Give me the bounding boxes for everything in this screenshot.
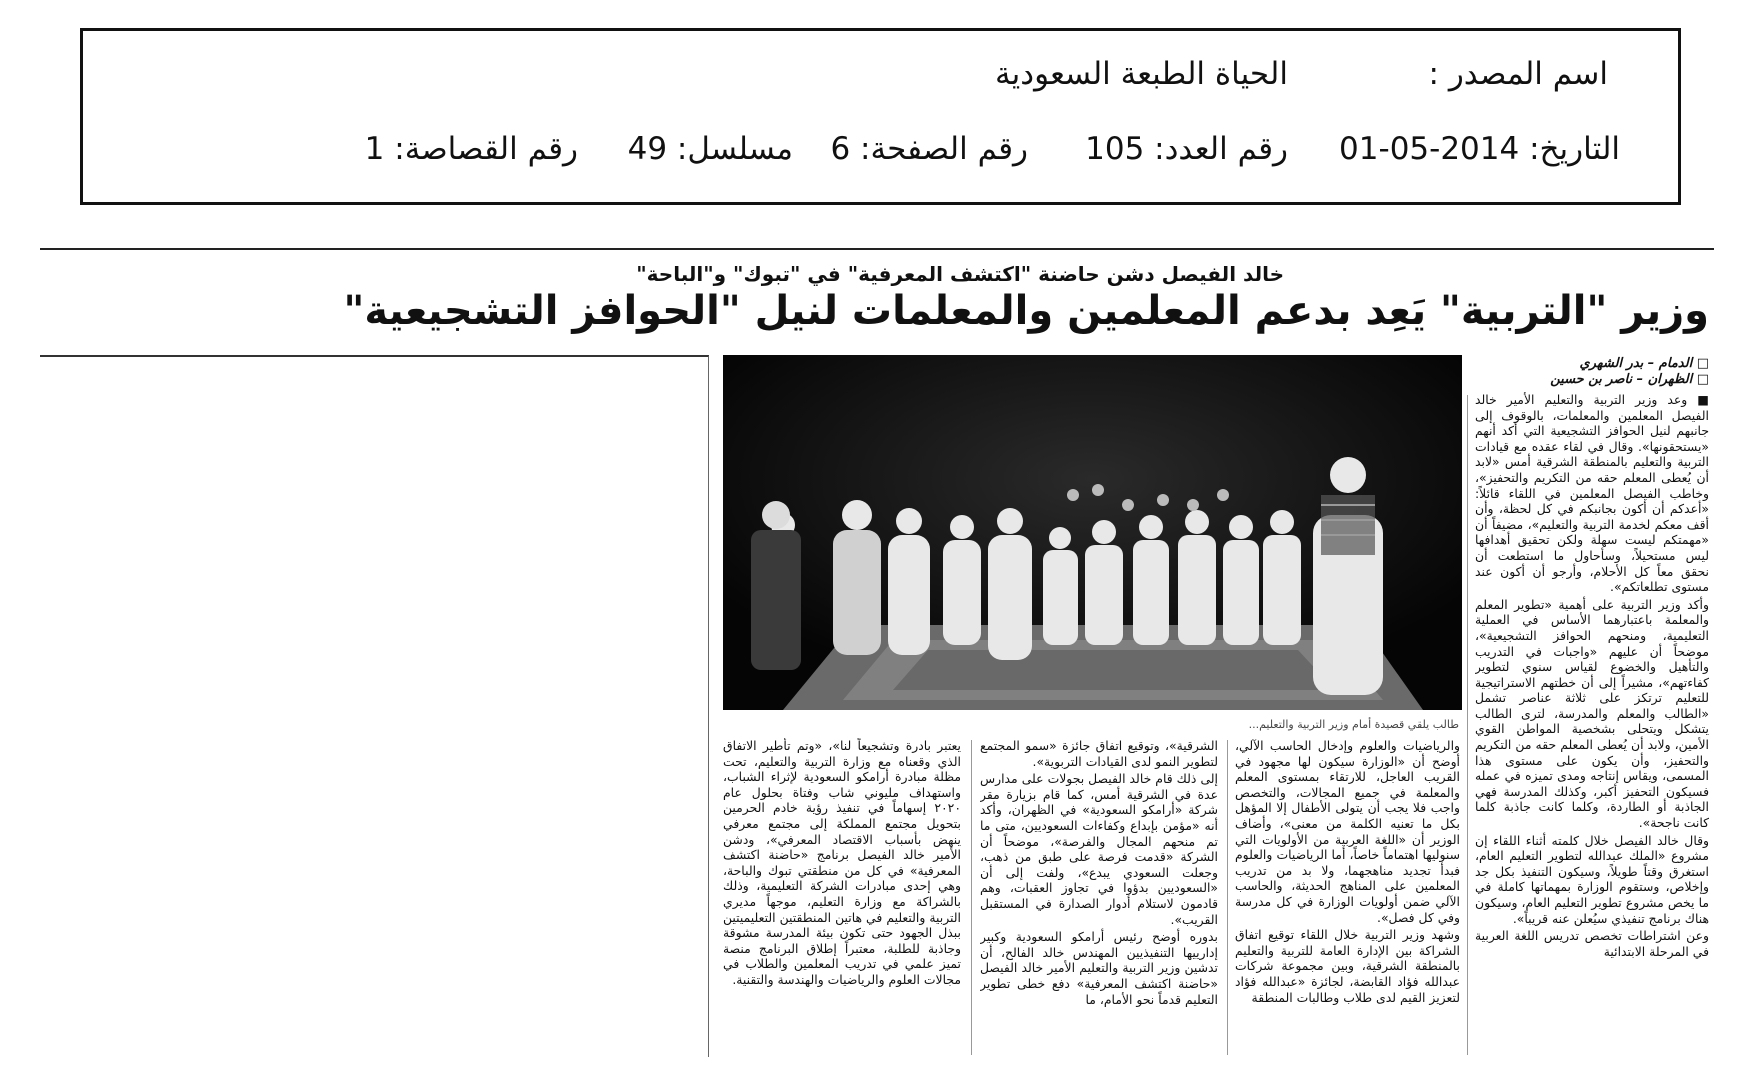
article-column-1	[1475, 392, 1709, 1057]
blank-area	[40, 355, 709, 1057]
article-paragraph: بدوره أوضح رئيس أرامكو السعودية وكبير إدارييها التنفيذيين المهندس خالد الفالح، أن تدشين وزير التربية والتعليم الأمير خالد الفيصل «حاضنة اكتشف المعرفية» دفع خطى تطوير التعليم قدماً نحو الأمام، ما	[980, 929, 1218, 1007]
page-label: رقم الصفحة: 6	[830, 131, 1028, 167]
date-label: التاريخ: 2014-05-01	[1339, 131, 1620, 167]
article-headline: وزير "التربية" يَعِد بدعم المعلمين والمعلمات لنيل "الحوافز التشجيعية"	[343, 288, 1709, 334]
source-info-box	[80, 28, 1681, 205]
source-name: الحياة الطبعة السعودية	[995, 56, 1288, 92]
column-divider	[1467, 395, 1468, 1055]
article-paragraph: إلى ذلك قام خالد الفيصل بجولات على مدارس عدة في الشرقية أمس، كما قام بزيارة مقر شركة «أرامكو السعودية» في الظهران، وأكد أنه «مؤمن بإبداع وكفاءات السعوديين، متى ما تم منحهم المجال والفرصة»، موضحاً أن الشركة «قدمت فرصة على طبق من ذهب، وجعلت السعودي يبدع»، ولفت إلى أن «السعوديين بدؤوا في تجاوز العقبات، وهم قادمون لاستلام أدوار الصدارة في المستقبل القريب».	[980, 771, 1218, 927]
source-label: اسم المصدر :	[1428, 56, 1608, 92]
clipping-top-rule	[40, 248, 1714, 250]
byline-dhahran: □ الظهران – ناصر بن حسين	[1550, 372, 1709, 387]
article-paragraph: وأكد وزير التربية على أهمية «تطوير المعلم والمعلمة باعتبارهما الأساس في العملية التعليمية، ومنحهم الحوافز التشجيعية»، موضحاً أن عليهم «واجبات في التدريب والتأهيل والخضوع لقياس سنوي لتطوير كفاءتهم»، مشيراً إلى أن خطتهم الاستراتيجية للتعليم ترتكز على ثلاثة عناصر تشمل «الطالب والمعلم والمدرسة، لترى الطالب يتشكل ويتحلى بشخصية المواطن القوي الأمين، ولابد أن يُعطى المعلم حقه من التكريم والتحفيز، وأن يكون على مستوى هذا المسمى، ويقاس إنتاجه ومدى تميزه في عمله فسيكون التحفيز أكبر، وكذلك المدرسة فهي الجاذبة أو الطاردة، وكلما كانت جاذبة كلما كانت ناجحة».	[1475, 596, 1709, 831]
column-divider	[1227, 740, 1228, 1055]
article-column-4	[723, 738, 961, 1058]
article-paragraph: وقال خالد الفيصل خلال كلمته أثناء اللقاء إن مشروع «الملك عبدالله لتطوير التعليم العام، استغرق وقتاً طويلاً، وسيكون التنفيذ بكل جد وإخلاص، وستقوم الوزارة بمهماتها كاملة في ما يخص مشروع تطوير التعليم العام، وسيكون هناك برنامج تنفيذي سيُعلن عنه قريباً».	[1475, 832, 1709, 926]
article-paragraph: والرياضيات والعلوم وإدخال الحاسب الآلي، أوضح أن «الوزارة سيكون لها مجهود في القريب العاجل، للارتقاء بمستوى المعلم والمعلمة في جميع المجالات، والتخصص واجب فلا يجب أن يتولى الأطفال إلا المؤهل بكل ما تعنيه الكلمة من معنى»، وأضاف الوزير أن «اللغة العربية من الأولويات التي سنوليها اهتماماً خاصاً، أما الرياضيات والعلوم فبدأ تجديد مناهجهما، ولا بد من تدريب المعلمين على المناهج الحديثة، والحاسب الآلي ضمن أولويات الوزارة في كل مدرسة وفي كل فصل».	[1235, 738, 1460, 925]
article-column-2	[1235, 738, 1460, 1058]
photo-illustration	[723, 355, 1462, 710]
article-paragraph: وعن اشتراطات تخصص تدريس اللغة العربية في المرحلة الابتدائية	[1475, 928, 1709, 959]
article-paragraph: ■ وعد وزير التربية والتعليم الأمير خالد الفيصل المعلمين والمعلمات، بالوقوف إلى جانبهم لنيل الحوافز التشجيعية التي أكد أنهم «يستحقونها». وقال في لقاء عقده مع قيادات التربية والتعليم بالمنطقة الشرقية أمس «لابد أن يُعطى المعلم حقه من التكريم والتحفيز»، وخاطب الفيصل المعلمين في اللقاء قائلاً: «أعدكم أن أكون بجانبكم في كل لحظة، وأن أقف معكم لخدمة التربية والتعليم»، مضيفاً أن «مهمتكم ليست سهلة ولكن تحقيق أهدافها ليس مستحيلاً، وسأحاول ما استطعت أن نحقق معاً كل الأحلام، وأرجو أن أكون عند مستوى تطلعاتكم».	[1475, 392, 1709, 595]
article-kicker: خالد الفيصل دشن حاضنة "اكتشف المعرفية" في "تبوك" و"الباحة"	[636, 262, 1284, 286]
article-photo	[723, 355, 1462, 710]
column-divider	[971, 740, 972, 1055]
photo-caption: طالب يلقي قصيدة أمام وزير التربية والتعليم...	[1248, 718, 1459, 731]
serial-label: مسلسل: 49	[627, 131, 793, 167]
issue-label: رقم العدد: 105	[1085, 131, 1288, 167]
clip-label: رقم القصاصة: 1	[364, 131, 578, 167]
article-paragraph: يعتبر بادرة وتشجيعاً لنا»، «وتم تأطير الاتفاق الذي وقعناه مع وزارة التربية والتعليم، تحت مظلة مبادرة أرامكو السعودية لإثراء الشباب، واستهداف مليوني شاب وفتاة بحلول عام ٢٠٢٠ إسهاماً في تنفيذ رؤية خادم الحرمين بتحويل مجتمع المملكة إلى مجتمع معرفي ينهض بأسباب الاقتصاد المعرفي»، ودشن الأمير خالد الفيصل برنامج «حاضنة اكتشف المعرفية» في كل من منطقتي تبوك والباحة، وهي إحدى مبادرات الشركة التعليمية، وذلك بالشراكة مع وزارة التعليم، موجهاً مديري التربية والتعليم في هاتين المنطقتين التعليميتين ببذل الجهود حتى تكون بيئة المدرسة مشوقة وجاذبة للطلبة، معتبراً إطلاق البرنامج منصة تميز علمي في تدريب المعلمين والطلاب في مجالات العلوم والرياضيات والهندسة والتقنية.	[723, 738, 961, 987]
byline-dammam: □ الدمام – بدر الشهري	[1579, 356, 1709, 371]
article-column-3	[980, 738, 1218, 1058]
article-paragraph: الشرقية»، وتوقيع اتفاق جائزة «سمو المجتمع لتطوير النمو لدى القيادات التربوية».	[980, 738, 1218, 769]
article-paragraph: وشهد وزير التربية خلال اللقاء توقيع اتفاق الشراكة بين الإدارة العامة للتربية والتعليم بالمنطقة الشرقية، وبين مجموعة شركات عبدالله فؤاد القابضة، لجائزة «عبدالله فؤاد لتعزيز القيم لدى طلاب وطالبات المنطقة	[1235, 927, 1460, 1005]
